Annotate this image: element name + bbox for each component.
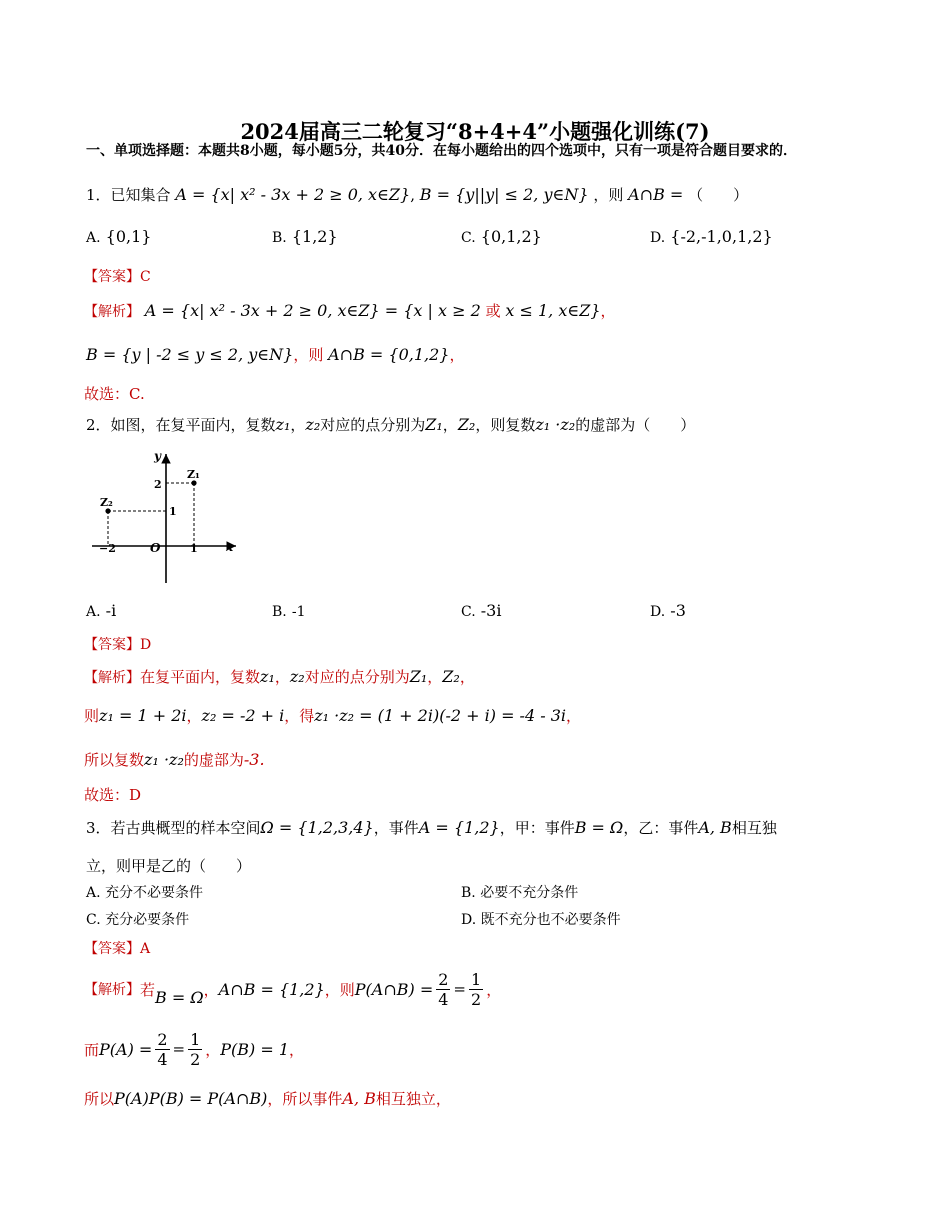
q2-a1-Z1: Z₁ [409, 667, 428, 686]
analysis-tag: 【解析】 [84, 670, 140, 686]
q2-a3-text: 所以复数 [84, 751, 145, 769]
q2-option-a[interactable] [86, 601, 116, 620]
q2-comma: ， [290, 416, 306, 434]
point-z1 [191, 480, 196, 485]
denominator: 4 [438, 989, 449, 1009]
q2-a2-comma-2: ， [566, 707, 582, 725]
q3-a3-math: P(A)P(B) = P(A∩B) [114, 1089, 268, 1108]
q1-a1-math: A = {x| x² - 3x + 2 ≥ 0, x∈Z} = {x | x ≥ 2 [144, 301, 481, 320]
answer-value: D [140, 637, 152, 653]
q2-a1-comma-3: ， [459, 668, 475, 686]
q3-a1-end: ， [486, 980, 502, 999]
q3-stem-mid2: ，甲：事件 [499, 819, 575, 837]
q3-a3-ab: A, B [342, 1089, 376, 1108]
q2-a3-text2: 的虚部为 [183, 751, 244, 769]
q3-ab: A, B [698, 818, 732, 837]
q3-option-b[interactable] [461, 882, 578, 902]
numerator: 2 [157, 1029, 168, 1049]
denominator: 2 [190, 1049, 201, 1069]
option-value: {-2,-1,0,1,2} [670, 227, 773, 246]
option-letter: A. [86, 604, 101, 620]
numerator: 1 [471, 969, 482, 989]
option-value: -i [105, 601, 117, 620]
option-value: {1,2} [291, 227, 338, 246]
q3-event-a: A = {1,2} [418, 818, 500, 837]
q3-a1-comma: ， [203, 980, 219, 999]
answer-value: C [140, 269, 151, 285]
q2-a1-text2: 对应的点分别为 [304, 668, 410, 686]
q2-Z1: Z₁ [425, 415, 443, 434]
origin-label: O [150, 541, 161, 555]
option-value: {0,1} [105, 227, 152, 246]
q1-option-d[interactable] [650, 227, 773, 246]
tick-y-2: 2 [154, 478, 162, 491]
analysis-tag: 【解析】 [84, 982, 140, 998]
option-letter: B. [272, 604, 287, 620]
option-value: {0,1,2} [480, 227, 542, 246]
q1-expression: A∩B = [628, 185, 684, 204]
q3-a3-so: 所以 [84, 1090, 115, 1108]
q2-stem-end: 的虚部为（ ） [575, 416, 696, 434]
q3-a1-prob: P(A∩B) = [354, 979, 434, 999]
answer-tag: 【答案】 [84, 941, 140, 957]
option-letter: A. [86, 885, 101, 901]
q1-a2-math: B = {y | -2 ≤ y ≤ 2, y∈N} [86, 345, 294, 364]
page-title: 2024届高三二轮复习“8+4+4”小题强化训练(7) [240, 119, 710, 144]
q1-separator: , [410, 186, 415, 204]
point-z2-label: Z₂ [100, 496, 113, 509]
answer-tag: 【答案】 [84, 269, 140, 285]
option-letter: C. [461, 230, 476, 246]
q3-option-d[interactable] [461, 909, 621, 929]
q2-a1-z1: z₁ [260, 667, 275, 686]
denominator: 2 [471, 989, 482, 1009]
q2-Z2: Z₂ [457, 415, 476, 434]
q3-stem-line-2: 立，则甲是乙的（ ） [86, 857, 252, 875]
q1-set-a: A = {x| x² - 3x + 2 ≥ 0, x∈Z} [175, 185, 411, 204]
q2-a2-get: ，得 [284, 707, 315, 725]
q2-analysis-line-1 [84, 666, 475, 687]
q1-blank: （ ） [688, 186, 749, 204]
q3-analysis-line-3 [84, 1088, 451, 1109]
option-letter: B. [461, 885, 476, 901]
q3-answer [84, 938, 150, 958]
q2-option-c[interactable] [461, 601, 501, 620]
q1-conclusion: 故选：C. [84, 385, 145, 403]
q2-a1-text: 在复平面内，复数 [140, 668, 261, 686]
q3-a2-comma: ， [205, 1040, 221, 1059]
option-letter: D. [461, 912, 477, 928]
q1-stem-mid: ，则 [593, 186, 624, 204]
analysis-tag: 【解析】 [84, 304, 140, 320]
q2-option-d[interactable] [650, 601, 686, 620]
q3-stem-mid: ，事件 [373, 819, 419, 837]
answer-value: A [140, 941, 151, 957]
fraction-2-4 [436, 970, 450, 1009]
q2-z2: z₂ [305, 415, 321, 434]
q3-a3-end: 相互独立， [375, 1090, 451, 1108]
tick-x-minus-2: −2 [99, 542, 116, 555]
q2-a1-comma: ， [274, 668, 290, 686]
q2-a2-m3: z₁ ·z₂ = (1 + 2i)(-2 + i) = -4 - 3i [314, 706, 567, 725]
numerator: 1 [190, 1029, 201, 1049]
fraction-2-4 [155, 1030, 169, 1069]
q1-a2-math2: A∩B = {0,1,2} [328, 345, 450, 364]
fraction-1-2 [188, 1030, 202, 1069]
x-axis-label: x [226, 540, 234, 554]
q1-a2-mid: ，则 [293, 346, 324, 364]
option-value: 充分必要条件 [105, 912, 190, 928]
q3-a2-comma-2: ， [289, 1040, 305, 1059]
q3-a1-if: 若 [140, 980, 156, 999]
q3-stem-prefix: 3．若古典概型的样本空间 [86, 819, 261, 837]
equals: = [172, 1040, 186, 1058]
option-value: 既不充分也不必要条件 [480, 912, 621, 928]
q2-product: z₁ ·z₂ [535, 415, 576, 434]
q1-answer [84, 266, 151, 286]
y-axis-label: y [154, 449, 161, 463]
equals: = [453, 980, 466, 998]
q2-a2-then: 则 [84, 707, 100, 725]
q3-a1-intersection: A∩B = {1,2} [218, 979, 325, 999]
q3-analysis-line-1 [84, 966, 501, 1012]
q2-a2-comma: ， [186, 707, 202, 725]
option-value: -3 [670, 601, 686, 620]
option-value: 充分不必要条件 [105, 885, 204, 901]
q1-option-a[interactable] [86, 227, 151, 246]
numerator: 2 [438, 969, 449, 989]
q1-analysis-line-1 [84, 300, 616, 321]
option-value: 必要不充分条件 [480, 885, 579, 901]
q1-a1-math2: x ≤ 1, x∈Z} [505, 301, 601, 320]
q2-conclusion: 故选：D [84, 786, 142, 804]
q1-stem-prefix: 1．已知集合 [86, 186, 171, 204]
q2-a3-product: z₁ ·z₂ [144, 750, 184, 769]
q3-a2-and: 而 [84, 1040, 100, 1059]
q3-stem-end: 相互独 [731, 819, 777, 837]
q2-comma-2: ， [442, 416, 458, 434]
q2-a2-m2: z₂ = -2 + i [201, 706, 285, 725]
q2-analysis-line-3 [84, 749, 265, 770]
question-1 [86, 184, 748, 205]
q2-a1-comma-2: ， [427, 668, 443, 686]
q1-set-b: B = {y||y| ≤ 2, y∈N} [419, 185, 589, 204]
option-letter: A. [86, 230, 101, 246]
question-3 [86, 817, 777, 838]
q1-analysis-line-2 [86, 344, 465, 365]
q2-stem-mid: 对应的点分别为 [320, 416, 426, 434]
q2-option-b[interactable] [272, 601, 305, 620]
option-value: -3i [480, 601, 502, 620]
q2-a2-m1: z₁ = 1 + 2i [99, 706, 187, 725]
option-letter: D. [650, 604, 666, 620]
q1-option-c[interactable] [461, 227, 542, 246]
point-z1-label: Z₁ [187, 468, 200, 481]
tick-y-1: 1 [169, 505, 177, 518]
option-letter: B. [272, 230, 287, 246]
q1-option-b[interactable] [272, 227, 338, 246]
point-z2 [105, 508, 110, 513]
option-letter: C. [461, 604, 476, 620]
q3-option-c[interactable] [86, 909, 189, 929]
q3-stem-mid3: ，乙：事件 [623, 819, 699, 837]
option-value: -1 [291, 604, 306, 620]
q2-z1: z₁ [275, 415, 291, 434]
q1-a2-end: ， [449, 346, 465, 364]
q2-a1-Z2: Z₂ [442, 667, 460, 686]
option-letter: C. [86, 912, 101, 928]
q1-a1-end: ， [600, 302, 616, 320]
question-2 [86, 414, 695, 435]
option-letter: D. [650, 230, 666, 246]
q2-a3-value: -3. [243, 750, 265, 769]
denominator: 4 [157, 1049, 168, 1069]
q3-event-b: B = Ω [574, 818, 624, 837]
q3-option-a[interactable] [86, 882, 203, 902]
q2-answer [84, 634, 151, 654]
tick-x-1: 1 [190, 542, 198, 555]
q2-stem-mid2: ，则复数 [475, 416, 536, 434]
section-instructions: 一、单项选择题：本题共8小题，每小题5分，共40分．在每小题给出的四个选项中，只有一项是符合题目要求的． [86, 143, 797, 159]
q2-a1-z2: z₂ [289, 667, 305, 686]
q3-analysis-line-2 [84, 1026, 304, 1072]
q3-a2-pb: P(B) = 1 [220, 1039, 290, 1059]
q3-a1-then: ，则 [324, 980, 355, 999]
q3-a1-b-omega: B = Ω [155, 987, 204, 1007]
q3-a2-pa: P(A) = [99, 1039, 153, 1059]
answer-tag: 【答案】 [84, 637, 140, 653]
fraction-1-2 [469, 970, 483, 1009]
q2-stem-prefix: 2．如图，在复平面内，复数 [86, 416, 276, 434]
q1-a1-or: 或 [485, 302, 501, 320]
q3-omega: Ω = {1,2,3,4} [260, 818, 374, 837]
q3-a3-text: ，所以事件 [267, 1090, 343, 1108]
complex-plane-figure [86, 448, 246, 586]
q2-analysis-line-2 [84, 705, 581, 726]
